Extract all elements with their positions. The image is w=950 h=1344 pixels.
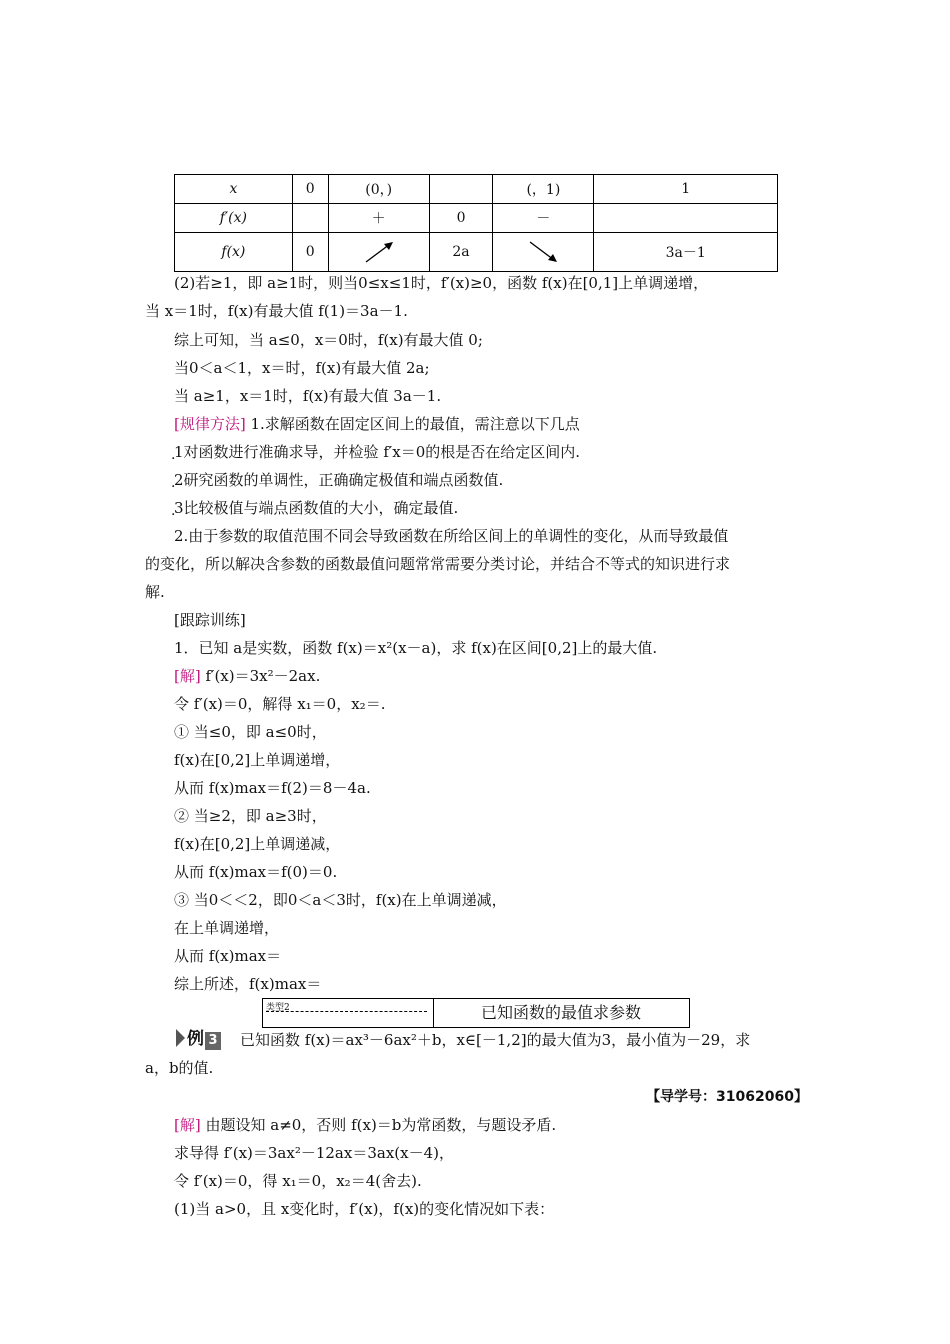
text-line: 3比较极值与端点函数值的大小，确定最值.: [174, 499, 459, 517]
text-line: 求导得 f′(x)＝3ax²－12ax＝3ax(x－4)，: [174, 1144, 454, 1162]
text-line: f(x)在[0,2]上单调递增，: [174, 751, 341, 769]
method-tag: [规律方法]: [174, 415, 246, 433]
text-line: 从而 f(x)max＝f(2)＝8－4a.: [174, 779, 371, 797]
text-line: 当0＜a＜1，x＝时，f(x)有最大值 2a;: [174, 359, 430, 377]
text-line: 2.由于参数的取值范围不同会导致函数在所给区间上的单调性的变化，从而导致最值: [174, 527, 729, 545]
table-cell: [594, 204, 778, 233]
table-cell: 0: [292, 175, 328, 204]
text-line: 综上所述，f(x)max＝: [174, 975, 322, 993]
text-line: 从而 f(x)max＝: [174, 947, 282, 965]
example-label: 例: [187, 1029, 204, 1049]
table-cell: f(x): [175, 233, 293, 272]
reference-number: 【导学号：31062060】: [646, 1089, 808, 1105]
text-line: (2)若≥1，即 a≥1时，则当0≤x≤1时，f′(x)≥0，函数 f(x)在[0,1]上单调递增，: [174, 274, 709, 292]
bullet-dot: ·: [171, 507, 176, 523]
text-line: 令 f′(x)＝0，得 x₁＝0，x₂＝4(舍去).: [174, 1172, 422, 1190]
text-line: 2研究函数的单调性，正确确定极值和端点函数值.: [174, 471, 504, 489]
type-box-title: 已知函数的最值求参数: [480, 1003, 641, 1022]
example-badge: [176, 1028, 221, 1050]
bullet-dot: ·: [171, 479, 176, 495]
text-line: 综上可知，当 a≤0，x＝0时，f(x)有最大值 0;: [174, 331, 483, 349]
text-line: 1．已知 a是实数，函数 f(x)＝x²(x－a)，求 f(x)在区间[0,2]上的最大值.: [174, 639, 658, 657]
bullet-dot: ·: [171, 451, 176, 467]
table-row: [175, 175, 778, 204]
text-line: 已知函数 f(x)＝ax³－6ax²＋b，x∈[－1,2]的最大值为3，最小值为－29，求: [240, 1031, 751, 1049]
text-line: a，b的值.: [145, 1059, 214, 1077]
type-box-label: [263, 999, 434, 1027]
table-cell: f′(x): [175, 204, 293, 233]
table-cell: ＋: [328, 204, 429, 233]
dashed-divider: [266, 1011, 427, 1012]
example-number: 3: [205, 1032, 221, 1050]
variation-table: [174, 174, 778, 272]
text-line: ① 当≤0，即 a≤0时，: [174, 723, 327, 741]
text-line: 的变化，所以解决含参数的函数最值问题常常需要分类讨论，并结合不等式的知识进行求: [145, 555, 731, 573]
text-line: 1对函数进行准确求导，并检验 f′x＝0的根是否在给定区间内.: [174, 443, 581, 461]
table-cell: 0: [292, 233, 328, 272]
table-cell: (，1): [493, 175, 594, 204]
table-cell: [493, 233, 594, 272]
table-cell: 3a－1: [594, 233, 778, 272]
text-span: 由题设知 a≠0，否则 f(x)＝b为常函数，与题设矛盾.: [200, 1116, 557, 1134]
text-span: 1.求解函数在固定区间上的最值，需注意以下几点: [245, 415, 580, 433]
table-cell: 0: [429, 204, 493, 233]
text-span: f′(x)＝3x²－2ax.: [200, 667, 321, 685]
text-line: 当 x＝1时，f(x)有最大值 f(1)＝3a－1.: [145, 302, 408, 320]
text-line: [174, 666, 320, 686]
text-line: 令 f′(x)＝0，解得 x₁＝0，x₂＝.: [174, 695, 386, 713]
type-box: [262, 998, 690, 1028]
table-cell: [292, 204, 328, 233]
section-heading: [跟踪训练]: [174, 611, 246, 629]
type-box-small-text: 类型2: [266, 1003, 290, 1013]
increasing-arrow-icon: [362, 239, 396, 265]
table-cell: x: [175, 175, 293, 204]
play-arrow-icon: [176, 1029, 185, 1047]
table-cell: 1: [594, 175, 778, 204]
text-line: ② 当≥2，即 a≥3时，: [174, 807, 327, 825]
table-cell: [328, 233, 429, 272]
table-cell: [429, 175, 493, 204]
decreasing-arrow-icon: [526, 239, 560, 265]
text-line: [174, 1115, 556, 1135]
text-line: [174, 414, 580, 434]
table-row: [175, 204, 778, 233]
table-cell: －: [493, 204, 594, 233]
text-line: 在上单调递增，: [174, 919, 280, 937]
text-line: ③ 当0＜＜2，即0＜a＜3时，f(x)在上单调递减，: [174, 891, 507, 909]
text-line: 解.: [145, 583, 165, 601]
solution-tag: [解]: [174, 667, 201, 685]
text-line: f(x)在[0,2]上单调递减，: [174, 835, 341, 853]
solution-tag: [解]: [174, 1116, 201, 1134]
text-line: 当 a≥1，x＝1时，f(x)有最大值 3a－1.: [174, 387, 442, 405]
text-line: 从而 f(x)max＝f(0)＝0.: [174, 863, 338, 881]
table-row: [175, 233, 778, 272]
text-line: (1)当 a>0，且 x变化时，f′(x)，f(x)的变化情况如下表：: [174, 1200, 555, 1218]
table-cell: 2a: [429, 233, 493, 272]
table-cell: (0，): [328, 175, 429, 204]
